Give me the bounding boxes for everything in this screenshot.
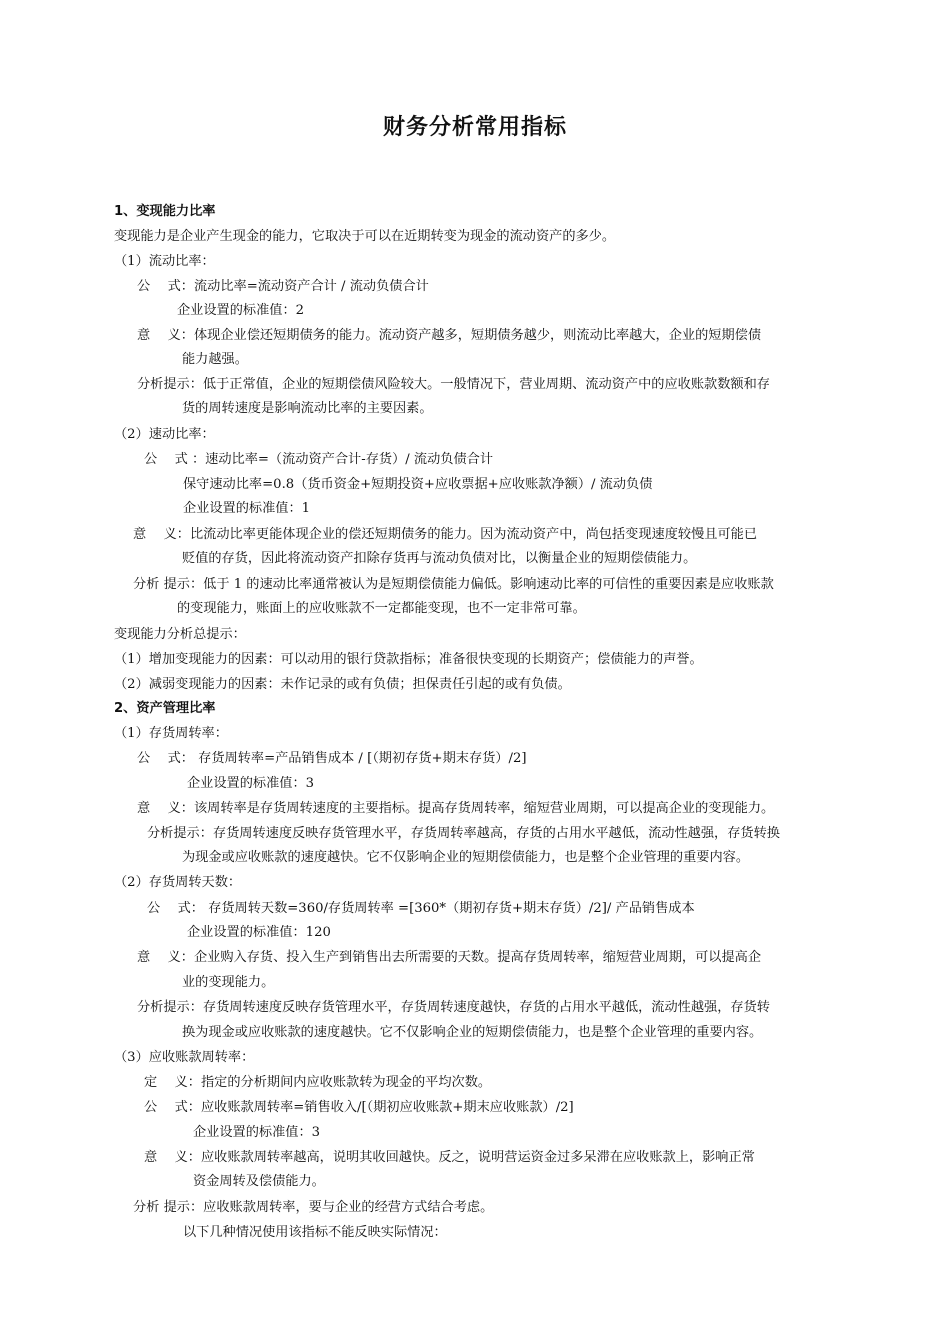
analysis-hint: 分析提示：低于正常值，企业的短期偿债风险较大。一般情况下，营业周期、流动资产中的应收账款数额和存 [137, 377, 770, 392]
subsection-heading: （2）速动比率： [114, 427, 215, 442]
formula-line: 公 式： 存货周转天数=360/存货周转率 =[360*（期初存货+期末存货）/2]/ 产品销售成本 [147, 901, 695, 916]
formula-line: 公 式 ：速动比率=（流动资产合计-存货）/ 流动负债合计 [144, 452, 494, 467]
summary-item: （1）增加变现能力的因素：可以动用的银行贷款指标；准备很快变现的长期资产；偿债能力的声誉。 [114, 652, 703, 667]
analysis-continuation: 的变现能力，账面上的应收账款不一定都能变现，也不一定非常可靠。 [177, 601, 586, 616]
analysis-hint: 分析提示：存货周转速度反映存货管理水平，存货周转率越高，存货的占用水平越低，流动性越强，存货转换 [147, 826, 780, 841]
meaning-line: 意 义：该周转率是存货周转速度的主要指标。提高存货周转率，缩短营业周期，可以提高企业的变现能力。 [137, 801, 775, 816]
standard-value: 企业设置的标准值：120 [187, 925, 331, 940]
subsection-heading: （3）应收账款周转率： [114, 1050, 255, 1065]
meaning-line: 意 义：比流动比率更能体现企业的偿还短期债务的能力。因为流动资产中，尚包括变现速度较慢且可能已 [133, 527, 758, 542]
summary-item: （2）减弱变现能力的因素：未作记录的或有负债；担保责任引起的或有负债。 [114, 677, 571, 692]
meaning-continuation: 资金周转及偿债能力。 [193, 1174, 325, 1189]
meaning-continuation: 能力越强。 [182, 352, 248, 367]
standard-value: 企业设置的标准值：2 [177, 303, 305, 318]
meaning-line: 意 义：应收账款周转率越高，说明其收回越快。反之，说明营运资金过多呆滞在应收账款上，影响正常 [144, 1150, 755, 1165]
section-heading-liquidity: 1、变现能力比率 [114, 204, 216, 219]
formula-line: 公 式： 存货周转率=产品销售成本 / [（期初存货+期末存货）/2] [137, 751, 527, 766]
paragraph: 变现能力是企业产生现金的能力，它取决于可以在近期转变为现金的流动资产的多少。 [114, 229, 616, 244]
summary-heading: 变现能力分析总提示： [114, 627, 246, 642]
subsection-heading: （1）流动比率： [114, 254, 215, 269]
standard-value: 企业设置的标准值：3 [193, 1125, 321, 1140]
meaning-continuation: 业的变现能力。 [182, 975, 275, 990]
analysis-continuation: 货的周转速度是影响流动比率的主要因素。 [182, 401, 433, 416]
analysis-continuation: 以下几种情况使用该指标不能反映实际情况： [183, 1225, 447, 1240]
formula-line: 保守速动比率=0.8（货币资金+短期投资+应收票据+应收账款净额）/ 流动负债 [183, 477, 653, 492]
page-title: 财务分析常用指标 [382, 115, 567, 140]
analysis-hint: 分析 提示：低于 1 的速动比率通常被认为是短期偿债能力偏低。影响速动比率的可信性的重要因素是应收账款 [133, 577, 774, 592]
analysis-hint: 分析 提示：应收账款周转率，要与企业的经营方式结合考虑。 [133, 1200, 494, 1215]
section-heading-asset-management: 2、资产管理比率 [114, 701, 216, 716]
definition-line: 定 义：指定的分析期间内应收账款转为现金的平均次数。 [144, 1075, 492, 1090]
standard-value: 企业设置的标准值：3 [187, 776, 315, 791]
meaning-continuation: 贬值的存货，因此将流动资产扣除存货再与流动负债对比，以衡量企业的短期偿债能力。 [182, 551, 697, 566]
formula-line: 公 式：流动比率=流动资产合计 / 流动负债合计 [137, 279, 429, 294]
analysis-continuation: 换为现金或应收账款的速度越快。它不仅影响企业的短期偿债能力，也是整个企业管理的重要内容。 [182, 1025, 763, 1040]
subsection-heading: （2）存货周转天数： [114, 875, 242, 890]
meaning-line: 意 义：体现企业偿还短期债务的能力。流动资产越多，短期债务越少，则流动比率越大，企业的短期偿债 [137, 328, 762, 343]
subsection-heading: （1）存货周转率： [114, 726, 228, 741]
meaning-line: 意 义：企业购入存货、投入生产到销售出去所需要的天数。提高存货周转率，缩短营业周期，可以提高企 [137, 950, 762, 965]
analysis-continuation: 为现金或应收账款的速度越快。它不仅影响企业的短期偿债能力，也是整个企业管理的重要内容。 [182, 850, 750, 865]
formula-line: 公 式：应收账款周转率=销售收入/[（期初应收账款+期末应收账款）/2] [144, 1100, 574, 1115]
standard-value: 企业设置的标准值：1 [183, 501, 311, 516]
analysis-hint: 分析提示：存货周转速度反映存货管理水平，存货周转速度越快，存货的占用水平越低，流动性越强，存货转 [137, 1000, 770, 1015]
